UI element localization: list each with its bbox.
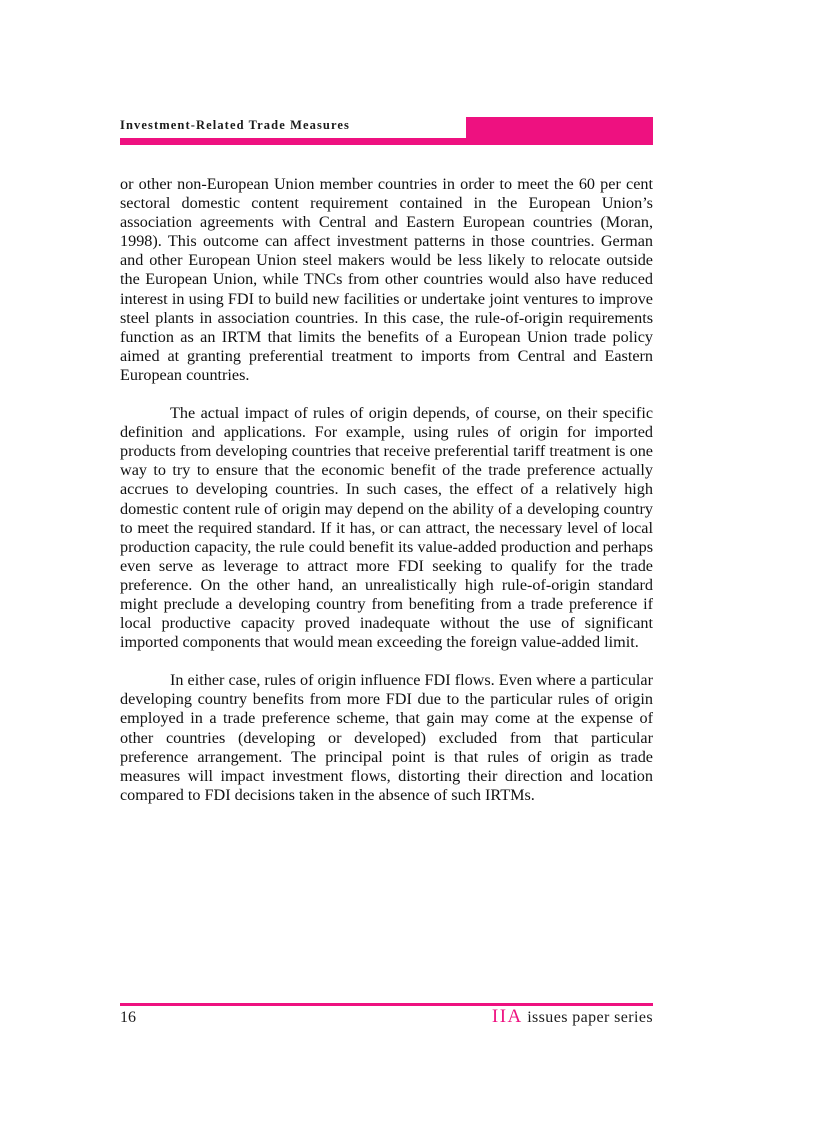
paragraph-1: or other non-European Union member countries in order to meet the 60 per cent sectoral domestic content requirement contained in the European Union’s association agreements with Central and Eastern European countries (Moran, 1998). This outcome can affect investment patterns in those countries. German and other European Union steel makers would be less likely to relocate outside the European Union, while TNCs from other countries would also have reduced interest in using FDI to build new facilities or undertake joint ventures to improve steel plants in association countries. In this case, the rule-of-origin requirements function as an IRTM that limits the benefits of a European Union trade policy aimed at granting preferential treatment to imports from Central and Eastern European countries. <box>120 175 653 384</box>
series-label <box>492 1006 653 1028</box>
body-text <box>120 175 653 824</box>
paragraph-3: In either case, rules of origin influence FDI flows. Even where a particular developing country benefits from more FDI due to the particular rules of origin employed in a trade preference scheme, that gain may come at the expense of other countries (developing or developed) excluded from that particular preference arrangement. The principal point is that rules of origin as trade measures will impact investment flows, distorting their direction and location compared to FDI decisions taken in the absence of such IRTMs. <box>120 671 653 804</box>
series-acronym: IIA <box>491 1006 523 1027</box>
paragraph-2: The actual impact of rules of origin depends, of course, on their specific definition and applications. For example, using rules of origin for imported products from developing countries that receive preferential tariff treatment is one way to try to ensure that the economic benefit of the trade preference actually accrues to developing countries. In such cases, the effect of a relatively high domestic content rule of origin may depend on the ability of a developing country to meet the required standard. If it has, or can attract, the necessary level of local production capacity, the rule could benefit its value-added production and perhaps even serve as leverage to attract more FDI seeking to qualify for the trade preference. On the other hand, an unrealistically high rule-of-origin standard might preclude a developing country from benefiting from a trade preference if local productive capacity proved inadequate without the use of significant imported components that would mean exceeding the foreign value-added limit. <box>120 404 653 652</box>
series-suffix: issues paper series <box>527 1009 653 1026</box>
header-rule <box>120 138 653 145</box>
running-head-title: Investment-Related Trade Measures <box>120 118 351 132</box>
page-number: 16 <box>120 1009 136 1026</box>
